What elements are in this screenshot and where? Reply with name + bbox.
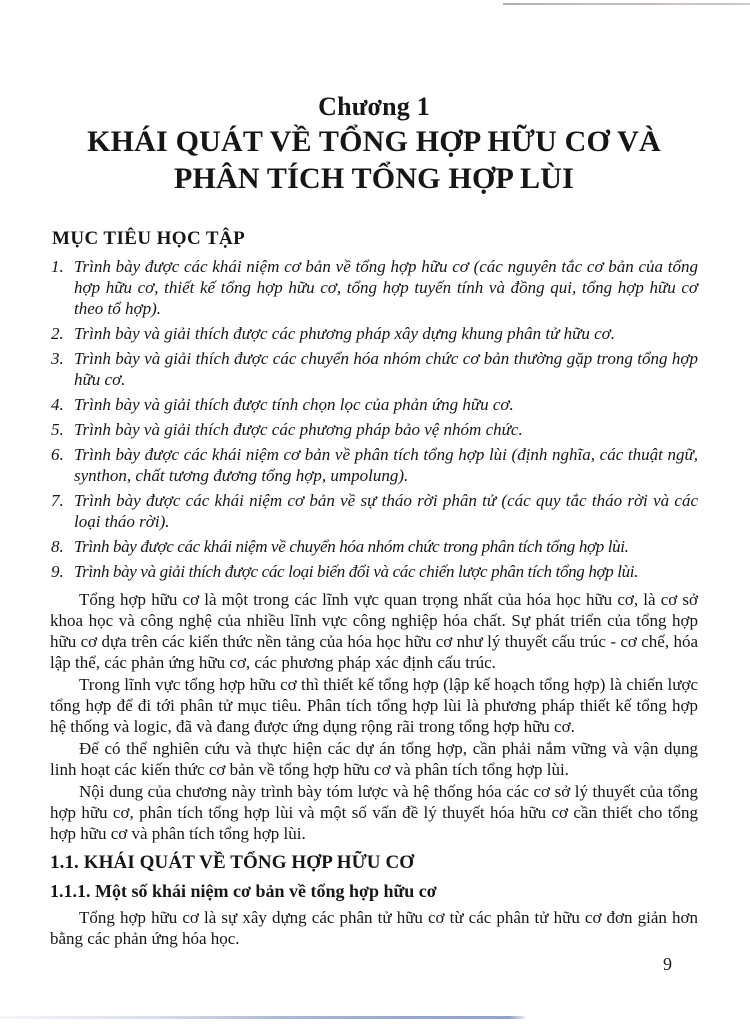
objective-item-1 bbox=[50, 256, 698, 319]
chapter-title bbox=[50, 123, 698, 197]
objective-item-3 bbox=[50, 348, 698, 390]
objective-item-7 bbox=[50, 490, 698, 532]
section-heading-1-1: 1.1. KHÁI QUÁT VỀ TỔNG HỢP HỮU CƠ bbox=[50, 852, 415, 873]
paragraph-2: Trong lĩnh vực tổng hợp hữu cơ thì thiết kế tổng hợp (lập kế hoạch tổng hợp) là chiến lược tổng hợp để đi tới phân tử mục tiêu. Phân tích tổng hợp lùi là phương pháp thiết kế tổng hợp hệ thống và logic, đã và đang được ứng dụng rộng rãi trong tổng hợp hữu cơ. bbox=[50, 675, 698, 736]
paragraph-3: Để có thể nghiên cứu và thực hiện các dự án tổng hợp, cần phải nắm vững và vận dụng linh hoạt các kiến thức cơ bản về tổng hợp hữu cơ và phân tích tổng hợp lùi. bbox=[50, 739, 698, 779]
chapter-head bbox=[50, 93, 698, 197]
objective-number: 4. bbox=[51, 395, 64, 414]
objective-number: 2. bbox=[51, 324, 64, 343]
objective-number: 9. bbox=[51, 562, 64, 581]
objective-text: Trình bày và giải thích được các chuyển hóa nhóm chức cơ bản thường gặp trong tổng hợp hữu cơ. bbox=[74, 349, 698, 389]
section-heading-1-1-1: 1.1.1. Một số khái niệm cơ bản về tổng hợp hữu cơ bbox=[50, 881, 437, 901]
objective-text: Trình bày được các khái niệm cơ bản về tổng hợp hữu cơ (các nguyên tắc cơ bản của tổng hợp hữu cơ, thiết kế tổng hợp hữu cơ, tổng hợp tuyến tính và đồng qui, tổng hợp hữu cơ theo tổ hợp). bbox=[74, 257, 698, 318]
objective-number: 8. bbox=[51, 537, 64, 556]
closing-paragraph: Tổng hợp hữu cơ là sự xây dựng các phân tử hữu cơ từ các phân tử hữu cơ đơn giản hơn bằng các phản ứng hóa học. bbox=[50, 908, 698, 948]
objective-item-9 bbox=[50, 561, 698, 582]
paragraph-1: Tổng hợp hữu cơ là một trong các lĩnh vực quan trọng nhất của hóa học hữu cơ, là cơ sở khoa học và công nghệ của nhiều lĩnh vực công nghiệp hóa chất. Sự phát triển của tổng hợp hữu cơ dựa trên các kiến thức nền tảng của hóa học hữu cơ như lý thuyết cấu trúc - cơ chế, hóa lập thể, các phản ứng hữu cơ, các phương pháp xác định cấu trúc. bbox=[50, 590, 698, 672]
page-content bbox=[50, 0, 698, 949]
objective-number: 6. bbox=[51, 445, 64, 464]
objective-text: Trình bày được các khái niệm cơ bản về phân tích tổng hợp lùi (định nghĩa, các thuật ngữ, synthon, chất tương đương tổng hợp, umpolung). bbox=[74, 445, 698, 485]
objective-text: Trình bày và giải thích được các loại biến đổi và các chiến lược phân tích tổng hợp lùi. bbox=[74, 562, 639, 581]
objective-text: Trình bày và giải thích được tính chọn lọc của phản ứng hữu cơ. bbox=[74, 395, 514, 414]
objective-text: Trình bày và giải thích được các phương pháp xây dựng khung phân tử hữu cơ. bbox=[74, 324, 616, 343]
scan-artifact-bottom-line bbox=[0, 1016, 525, 1019]
objective-item-6 bbox=[50, 444, 698, 486]
objective-number: 7. bbox=[51, 491, 64, 510]
paragraph-4: Nội dung của chương này trình bày tóm lược và hệ thống hóa các cơ sở lý thuyết của tổng hợp hữu cơ, phân tích tổng hợp lùi và một số vấn đề lý thuyết hóa hữu cơ cần thiết cho tổng hợp hữu cơ và phân tích tổng hợp lùi. bbox=[50, 782, 698, 843]
body-paragraphs bbox=[50, 589, 698, 844]
objective-item-4 bbox=[50, 394, 698, 415]
objectives-list bbox=[50, 256, 698, 582]
chapter-title-line-2: PHÂN TÍCH TỔNG HỢP LÙI bbox=[173, 162, 575, 195]
page-number: 9 bbox=[663, 954, 672, 974]
chapter-title-line-1: KHÁI QUÁT VỀ TỔNG HỢP HỮU CƠ VÀ bbox=[87, 125, 661, 158]
objective-text: Trình bày được các khái niệm về chuyển hóa nhóm chức trong phân tích tổng hợp lùi. bbox=[74, 537, 629, 556]
chapter-label: Chương 1 bbox=[318, 92, 430, 121]
objective-number: 3. bbox=[51, 349, 64, 368]
objective-item-2 bbox=[50, 323, 698, 344]
objective-text: Trình bày và giải thích được các phương pháp bảo vệ nhóm chức. bbox=[74, 420, 523, 439]
objective-number: 1. bbox=[51, 257, 64, 276]
objective-item-5 bbox=[50, 419, 698, 440]
objective-text: Trình bày được các khái niệm cơ bản về sự tháo rời phân tử (các quy tắc tháo rời và các loại tháo rời). bbox=[74, 491, 698, 531]
objective-item-8 bbox=[50, 536, 698, 557]
objective-number: 5. bbox=[51, 420, 64, 439]
objectives-heading: MỤC TIÊU HỌC TẬP bbox=[52, 228, 246, 249]
